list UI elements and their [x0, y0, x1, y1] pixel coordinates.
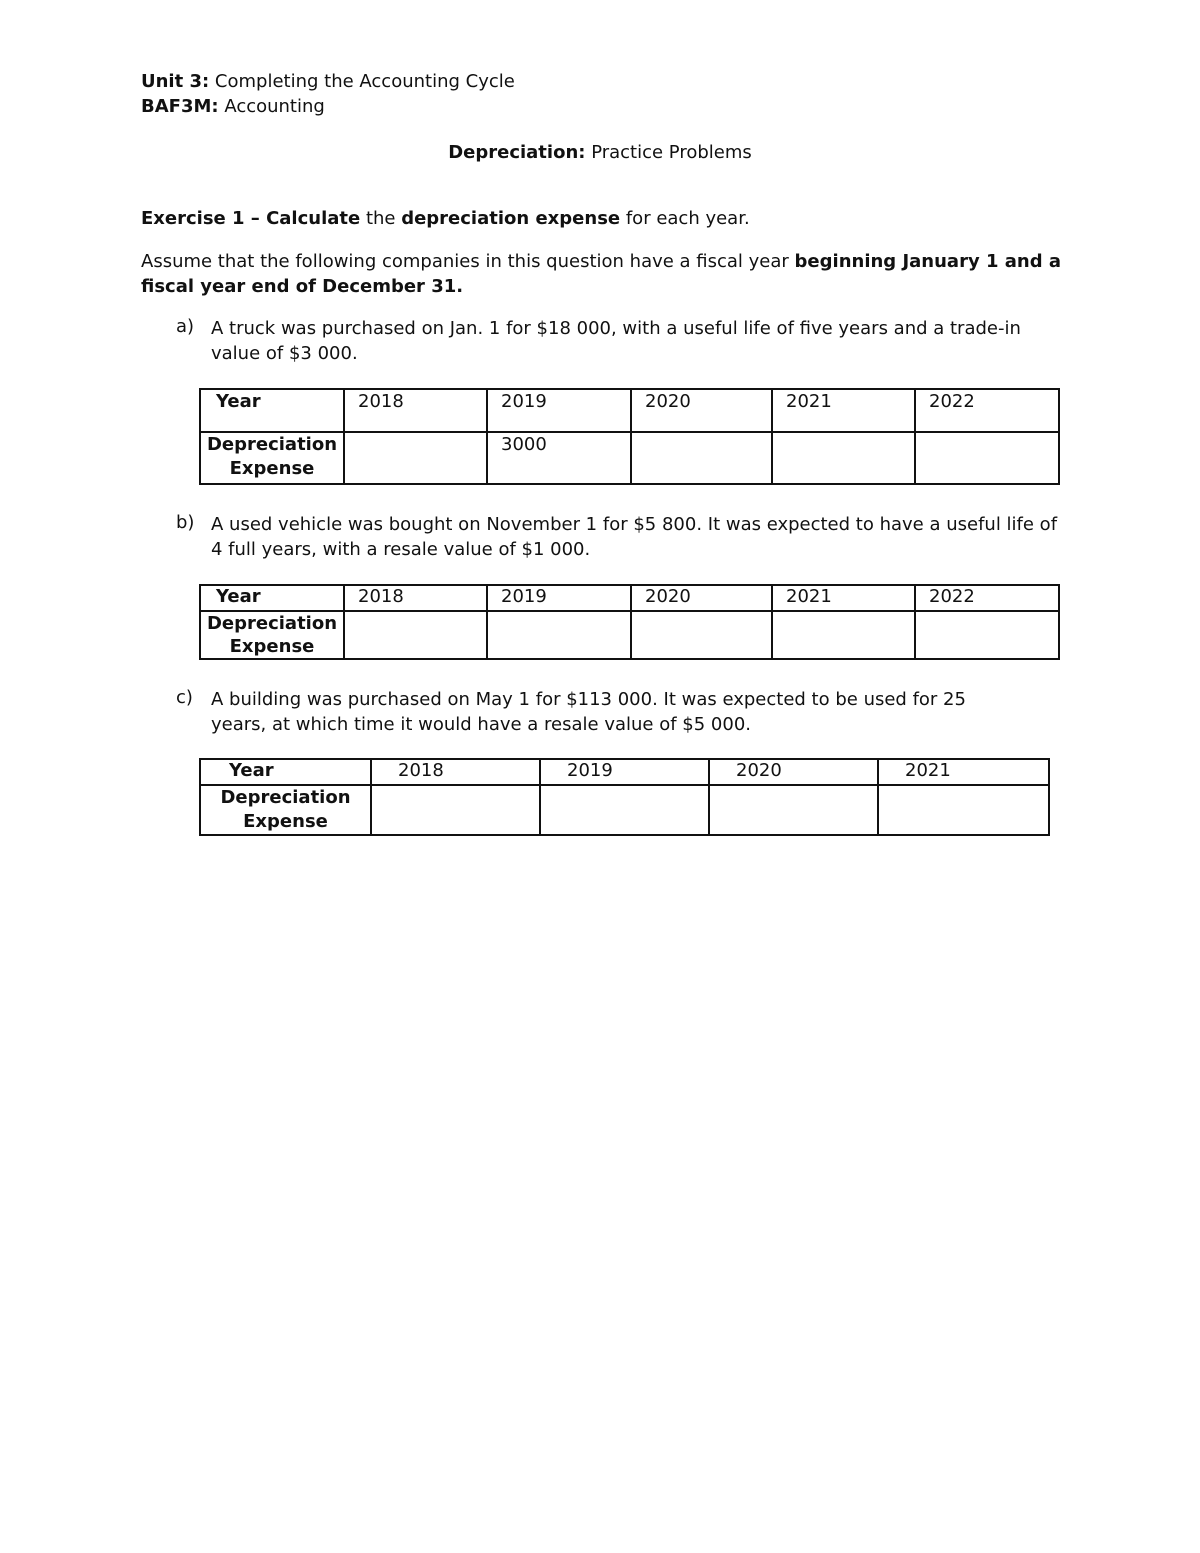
- expense-input-cell[interactable]: [772, 432, 915, 484]
- expense-header: [200, 432, 344, 484]
- item-a-letter: a): [176, 316, 195, 337]
- exercise-heading: [141, 208, 750, 229]
- course-line: [141, 96, 325, 117]
- expense-input-cell[interactable]: [915, 432, 1059, 484]
- year-cell: 2018: [344, 585, 487, 611]
- expense-input-cell[interactable]: [344, 611, 487, 659]
- year-cell: 2020: [709, 759, 878, 785]
- year-header: Year: [200, 759, 371, 785]
- expense-header-line-1: Depreciation: [220, 787, 351, 808]
- item-b-table: [199, 584, 1060, 660]
- unit-text: Completing the Accounting Cycle: [209, 71, 515, 92]
- unit-label: Unit 3:: [141, 71, 210, 92]
- assumption-paragraph: [141, 249, 1066, 299]
- year-cell: 2019: [487, 585, 631, 611]
- page-title: [0, 142, 1200, 163]
- year-header: Year: [200, 389, 344, 432]
- year-row: [200, 585, 1059, 611]
- expense-header-line-2: Expense: [243, 811, 328, 832]
- year-cell: 2021: [772, 389, 915, 432]
- year-cell: 2018: [344, 389, 487, 432]
- unit-line: [141, 71, 515, 92]
- expense-input-cell[interactable]: [631, 432, 772, 484]
- year-cell: 2018: [371, 759, 540, 785]
- year-cell: 2019: [540, 759, 709, 785]
- expense-row: [200, 785, 1049, 835]
- year-cell: 2022: [915, 389, 1059, 432]
- exercise-heading-text-2: for each year.: [620, 208, 750, 229]
- expense-row: [200, 611, 1059, 659]
- item-c-table: [199, 758, 1050, 836]
- item-c-letter: c): [176, 687, 193, 708]
- expense-input-cell[interactable]: [772, 611, 915, 659]
- expense-input-cell[interactable]: [709, 785, 878, 835]
- expense-input-cell[interactable]: [631, 611, 772, 659]
- expense-row: [200, 432, 1059, 484]
- exercise-heading-text-1: the: [360, 208, 402, 229]
- expense-header: [200, 785, 371, 835]
- expense-input-cell[interactable]: 3000: [487, 432, 631, 484]
- expense-input-cell[interactable]: [487, 611, 631, 659]
- expense-header: [200, 611, 344, 659]
- year-row: [200, 759, 1049, 785]
- expense-header-line-1: Depreciation: [206, 613, 338, 634]
- course-text: Accounting: [218, 96, 325, 117]
- year-cell: 2021: [772, 585, 915, 611]
- item-b-text: A used vehicle was bought on November 1 for $5 800. It was expected to have a useful life of 4 full years, with a resale value of $1 000.: [211, 514, 1058, 560]
- expense-header-line-2: Expense: [229, 636, 315, 657]
- year-cell: 2020: [631, 389, 772, 432]
- item-c-text: A building was purchased on May 1 for $113 000. It was expected to be used for 25 years, at which time it would have a resale value of $5 000.: [211, 689, 966, 735]
- assumption-bold: beginning January 1 and a fiscal year end of December 31.: [141, 251, 1062, 297]
- year-cell: 2020: [631, 585, 772, 611]
- course-label: BAF3M:: [141, 96, 219, 117]
- assumption-text: Assume that the following companies in this question have a fiscal year: [141, 251, 795, 272]
- expense-input-cell[interactable]: [344, 432, 487, 484]
- title-bold: Depreciation:: [448, 142, 586, 163]
- expense-input-cell[interactable]: [878, 785, 1049, 835]
- item-a-text: A truck was purchased on Jan. 1 for $18 000, with a useful life of five years and a trade-in value of $3 000.: [211, 318, 1021, 364]
- title-text: Practice Problems: [585, 142, 752, 163]
- year-cell: 2021: [878, 759, 1049, 785]
- year-cell: 2019: [487, 389, 631, 432]
- exercise-heading-bold-1: Exercise 1 – Calculate: [141, 208, 361, 229]
- expense-input-cell[interactable]: [915, 611, 1059, 659]
- expense-header-line-1: Depreciation: [206, 434, 338, 455]
- year-row: [200, 389, 1059, 432]
- exercise-heading-bold-2: depreciation expense: [401, 208, 621, 229]
- item-b-letter: b): [176, 512, 195, 533]
- expense-input-cell[interactable]: [371, 785, 540, 835]
- year-header: Year: [200, 585, 344, 611]
- year-cell: 2022: [915, 585, 1059, 611]
- item-a-table: [199, 388, 1060, 485]
- expense-header-line-2: Expense: [229, 458, 315, 479]
- expense-input-cell[interactable]: [540, 785, 709, 835]
